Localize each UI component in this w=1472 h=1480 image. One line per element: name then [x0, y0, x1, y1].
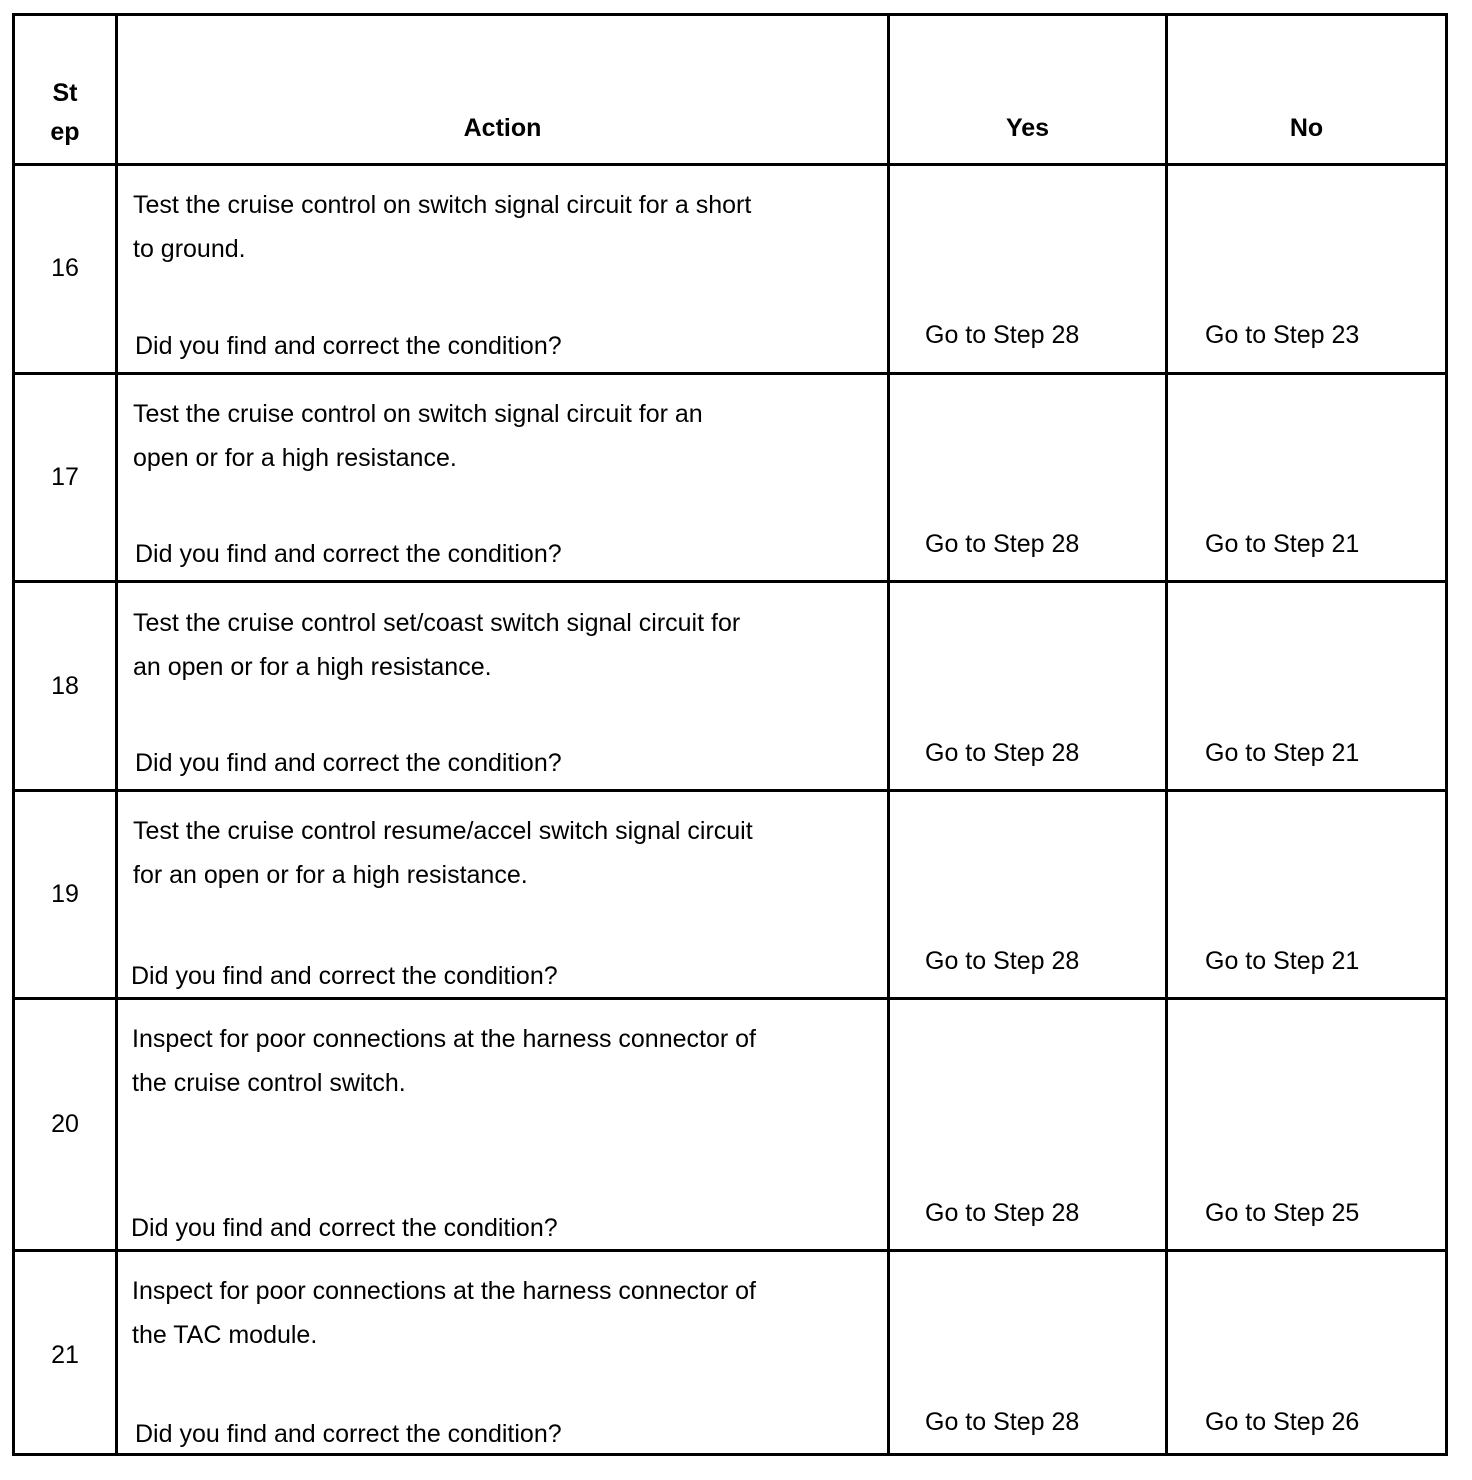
- yes-goto: Go to Step 28: [925, 1408, 1080, 1436]
- diagnostic-table: [12, 13, 1448, 1456]
- col-divider: [115, 997, 118, 1252]
- col-divider: [115, 789, 118, 1000]
- table-row: [15, 372, 1445, 580]
- col-divider: [115, 13, 118, 166]
- step-number: 19: [51, 880, 79, 908]
- yes-goto: Go to Step 28: [925, 530, 1080, 558]
- table-row: [15, 163, 1445, 372]
- action-text: [133, 183, 751, 271]
- table-header-row: [15, 16, 1445, 163]
- col-divider: [1165, 163, 1168, 375]
- step-number: 21: [51, 1341, 79, 1369]
- step-number: 17: [51, 463, 79, 491]
- yes-goto: Go to Step 28: [925, 321, 1080, 349]
- action-line: Test the cruise control set/coast switch signal circuit for: [133, 609, 741, 637]
- header-yes: Yes: [1005, 114, 1050, 142]
- table-row: [15, 789, 1445, 997]
- action-line: for an open or for a high resistance.: [133, 861, 528, 889]
- col-divider: [115, 163, 118, 375]
- col-divider: [1165, 1249, 1168, 1456]
- no-goto: Go to Step 21: [1205, 947, 1360, 975]
- col-divider: [887, 13, 890, 166]
- no-goto: Go to Step 23: [1205, 321, 1360, 349]
- table-row: [15, 1249, 1445, 1453]
- action-line: the cruise control switch.: [132, 1069, 406, 1097]
- step-number: 18: [51, 672, 79, 700]
- action-line: Test the cruise control resume/accel switch signal circuit: [133, 817, 753, 845]
- table-row: [15, 580, 1445, 789]
- yes-goto: Go to Step 28: [925, 1199, 1080, 1227]
- col-divider: [115, 580, 118, 792]
- action-question: Did you find and correct the condition?: [135, 332, 562, 360]
- no-goto: Go to Step 21: [1205, 530, 1360, 558]
- step-number: 16: [51, 254, 79, 282]
- action-line: an open or for a high resistance.: [133, 653, 492, 681]
- action-line: open or for a high resistance.: [133, 444, 457, 472]
- yes-goto: Go to Step 28: [925, 947, 1080, 975]
- header-step-line2: ep: [50, 118, 80, 146]
- action-question: Did you find and correct the condition?: [131, 1214, 558, 1242]
- col-divider: [1165, 13, 1168, 166]
- no-goto: Go to Step 25: [1205, 1199, 1360, 1227]
- col-divider: [887, 789, 890, 1000]
- col-divider: [1165, 789, 1168, 1000]
- col-divider: [887, 372, 890, 583]
- col-divider: [1165, 997, 1168, 1252]
- col-divider: [887, 580, 890, 792]
- no-goto: Go to Step 21: [1205, 739, 1360, 767]
- action-line: Test the cruise control on switch signal circuit for an: [133, 400, 703, 428]
- col-divider: [115, 1249, 118, 1456]
- action-question: Did you find and correct the condition?: [135, 540, 562, 568]
- yes-goto: Go to Step 28: [925, 739, 1080, 767]
- col-divider: [887, 997, 890, 1252]
- header-no: No: [1289, 114, 1324, 142]
- col-divider: [1165, 372, 1168, 583]
- action-text: [132, 1269, 756, 1357]
- action-question: Did you find and correct the condition?: [135, 749, 562, 777]
- col-divider: [887, 1249, 890, 1456]
- action-text: [133, 392, 703, 480]
- action-text: [133, 809, 753, 897]
- col-divider: [115, 372, 118, 583]
- action-line: Inspect for poor connections at the harness connector of: [132, 1277, 756, 1305]
- col-divider: [1165, 580, 1168, 792]
- header-step-line1: St: [52, 79, 78, 107]
- action-line: Inspect for poor connections at the harness connector of: [132, 1025, 756, 1053]
- action-line: Test the cruise control on switch signal circuit for a short: [133, 191, 752, 219]
- col-divider: [887, 163, 890, 375]
- no-goto: Go to Step 26: [1205, 1408, 1360, 1436]
- action-question: Did you find and correct the condition?: [131, 962, 558, 990]
- action-text: [133, 601, 740, 689]
- action-text: [132, 1017, 756, 1105]
- header-action: Action: [463, 114, 542, 142]
- header-step: [15, 74, 115, 152]
- table-row: [15, 997, 1445, 1249]
- action-question: Did you find and correct the condition?: [135, 1420, 562, 1448]
- step-number: 20: [51, 1110, 79, 1138]
- action-line: to ground.: [133, 235, 246, 263]
- action-line: the TAC module.: [132, 1321, 318, 1349]
